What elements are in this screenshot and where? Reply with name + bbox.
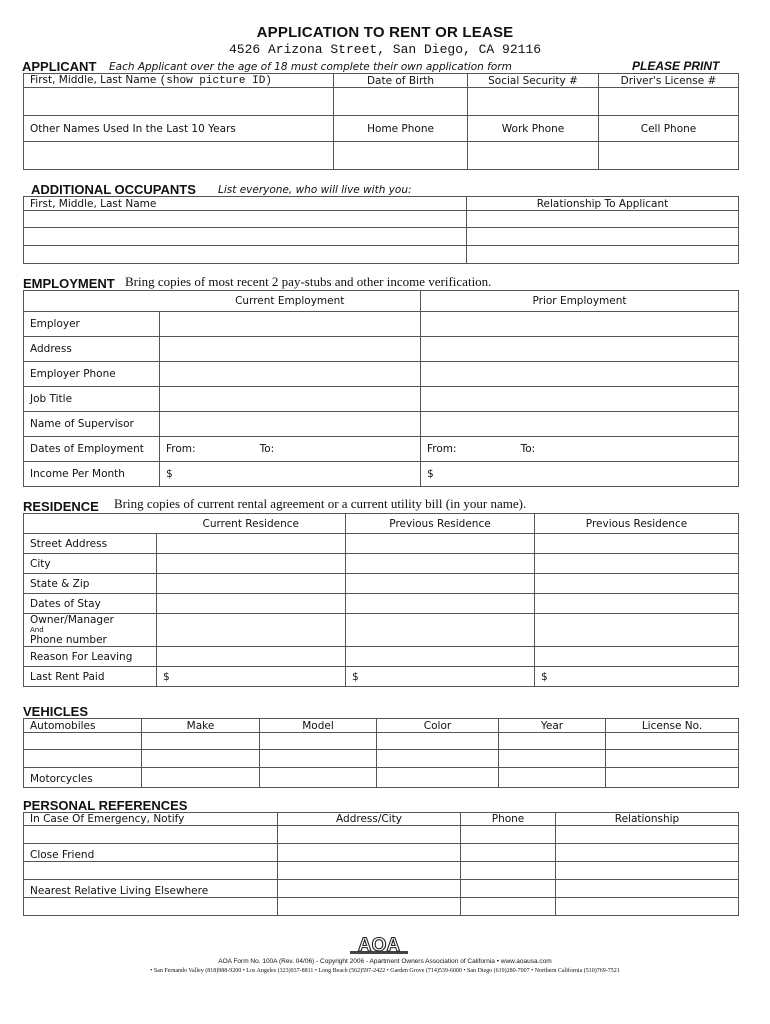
license-no-label: License No. bbox=[606, 719, 739, 733]
current-residence-label: Current Residence bbox=[157, 514, 346, 534]
dob-label: Date of Birth bbox=[334, 74, 468, 88]
prior-employer-address-field[interactable] bbox=[421, 337, 739, 362]
dollar-sign: $ bbox=[163, 670, 170, 683]
current-dates-stay-field[interactable] bbox=[157, 594, 346, 614]
residence-row-label: Dates of Stay bbox=[24, 594, 157, 614]
prior-employer-phone-field[interactable] bbox=[421, 362, 739, 387]
previous-owner-field[interactable] bbox=[346, 614, 535, 647]
from-label: From: bbox=[166, 443, 196, 455]
current-income-field[interactable] bbox=[160, 462, 421, 487]
reference-field[interactable] bbox=[556, 898, 739, 916]
previous-city-field[interactable] bbox=[346, 554, 535, 574]
occupant-name-field[interactable] bbox=[24, 228, 467, 246]
cell-phone-label: Cell Phone bbox=[599, 116, 739, 142]
address-city-label: Address/City bbox=[278, 813, 461, 826]
model-label: Model bbox=[260, 719, 377, 733]
dollar-sign: $ bbox=[427, 468, 434, 480]
employment-row-label: Name of Supervisor bbox=[24, 412, 160, 437]
vehicle-field[interactable] bbox=[260, 733, 377, 750]
prior-dates-field[interactable] bbox=[421, 437, 739, 462]
please-print-note: PLEASE PRINT bbox=[632, 59, 720, 73]
residence-row-label: Owner/Manager bbox=[30, 614, 114, 626]
occupant-relationship-field[interactable] bbox=[467, 211, 739, 228]
ssn-field[interactable] bbox=[468, 88, 599, 116]
occupant-relationship-field[interactable] bbox=[467, 246, 739, 264]
references-table bbox=[23, 812, 739, 916]
reference-field[interactable] bbox=[556, 844, 739, 862]
current-employment-label: Current Employment bbox=[160, 291, 421, 312]
previous-reason-field[interactable] bbox=[346, 647, 535, 667]
previous-last-rent-field[interactable] bbox=[346, 667, 535, 687]
current-employer-address-field[interactable] bbox=[160, 337, 421, 362]
reference-field[interactable] bbox=[556, 880, 739, 898]
previous-residence-label-2: Previous Residence bbox=[535, 514, 739, 534]
prior-supervisor-field[interactable] bbox=[421, 412, 739, 437]
occupant-relationship-label: Relationship To Applicant bbox=[467, 197, 739, 211]
occupant-relationship-field[interactable] bbox=[467, 228, 739, 246]
vehicle-field[interactable] bbox=[606, 750, 739, 768]
current-supervisor-field[interactable] bbox=[160, 412, 421, 437]
vehicle-field[interactable] bbox=[606, 768, 739, 788]
occupants-note: List everyone, who will live with you: bbox=[218, 184, 412, 196]
previous-reason-field-2[interactable] bbox=[535, 647, 739, 667]
employment-row-label: Income Per Month bbox=[24, 462, 160, 487]
vehicle-field[interactable] bbox=[142, 768, 260, 788]
vehicle-field[interactable] bbox=[606, 733, 739, 750]
residence-table bbox=[23, 513, 739, 687]
previous-street-field-2[interactable] bbox=[535, 534, 739, 554]
vehicles-heading: VEHICLES bbox=[23, 704, 89, 719]
residence-row-label: Last Rent Paid bbox=[24, 667, 157, 687]
vehicle-field[interactable] bbox=[377, 733, 499, 750]
property-address: 4526 Arizona Street, San Diego, CA 92116 bbox=[228, 42, 542, 57]
current-employer-phone-field[interactable] bbox=[160, 362, 421, 387]
applicant-note: Each Applicant over the age of 18 must complete their own application form bbox=[109, 61, 512, 73]
vehicle-field[interactable] bbox=[24, 750, 142, 768]
previous-state-zip-field[interactable] bbox=[346, 574, 535, 594]
vehicle-field[interactable] bbox=[260, 750, 377, 768]
and-label: And bbox=[30, 626, 44, 634]
reference-field[interactable] bbox=[278, 862, 461, 880]
reference-field[interactable] bbox=[461, 826, 556, 844]
previous-dates-stay-field[interactable] bbox=[346, 594, 535, 614]
reference-field[interactable] bbox=[461, 898, 556, 916]
current-city-field[interactable] bbox=[157, 554, 346, 574]
previous-city-field-2[interactable] bbox=[535, 554, 739, 574]
page-title: APPLICATION TO RENT OR LEASE bbox=[256, 24, 514, 41]
employment-row-label: Employer bbox=[24, 312, 160, 337]
nearest-relative-label: Nearest Relative Living Elsewhere bbox=[24, 880, 278, 898]
residence-row-label: State & Zip bbox=[24, 574, 157, 594]
reference-field[interactable] bbox=[278, 880, 461, 898]
vehicle-field[interactable] bbox=[24, 733, 142, 750]
reference-field[interactable] bbox=[24, 898, 278, 916]
reference-field[interactable] bbox=[278, 826, 461, 844]
previous-street-field[interactable] bbox=[346, 534, 535, 554]
references-heading: PERSONAL REFERENCES bbox=[23, 798, 188, 813]
to-label: To: bbox=[259, 443, 275, 455]
occupant-name-label: First, Middle, Last Name bbox=[24, 197, 467, 211]
previous-state-zip-field-2[interactable] bbox=[535, 574, 739, 594]
residence-note: Bring copies of current rental agreement or a current utility bill (in your name). bbox=[114, 496, 527, 511]
applicant-heading: APPLICANT bbox=[22, 59, 97, 74]
vehicle-field[interactable] bbox=[260, 768, 377, 788]
phone-label: Phone bbox=[461, 813, 556, 826]
employment-row-label: Job Title bbox=[24, 387, 160, 412]
current-job-title-field[interactable] bbox=[160, 387, 421, 412]
residence-row-label: Reason For Leaving bbox=[24, 647, 157, 667]
phone-number-label: Phone number bbox=[30, 634, 107, 646]
vehicle-field[interactable] bbox=[499, 768, 606, 788]
employment-row-label: Address bbox=[24, 337, 160, 362]
reference-field[interactable] bbox=[461, 862, 556, 880]
occupant-name-field[interactable] bbox=[24, 211, 467, 228]
employment-heading: EMPLOYMENT bbox=[23, 276, 115, 291]
owner-manager-label-cell bbox=[24, 614, 157, 647]
form-copyright-line: AOA Form No. 100A (Rev. 04/06) - Copyright 2006 - Apartment Owners Association of California • www.aoausa.com bbox=[218, 958, 552, 965]
vehicle-field[interactable] bbox=[499, 733, 606, 750]
reference-field[interactable] bbox=[461, 880, 556, 898]
vehicle-field[interactable] bbox=[142, 733, 260, 750]
vehicle-field[interactable] bbox=[499, 750, 606, 768]
prior-income-field[interactable] bbox=[421, 462, 739, 487]
year-label: Year bbox=[499, 719, 606, 733]
previous-owner-field-2[interactable] bbox=[535, 614, 739, 647]
ssn-label: Social Security # bbox=[468, 74, 599, 88]
make-label: Make bbox=[142, 719, 260, 733]
reference-field[interactable] bbox=[278, 898, 461, 916]
aoa-logo bbox=[350, 934, 408, 956]
reference-field[interactable] bbox=[24, 862, 278, 880]
reference-field[interactable] bbox=[556, 862, 739, 880]
occupant-name-field[interactable] bbox=[24, 246, 467, 264]
to-label: To: bbox=[520, 443, 536, 455]
home-phone-label: Home Phone bbox=[334, 116, 468, 142]
name-label-cell bbox=[24, 74, 334, 88]
current-reason-field[interactable] bbox=[157, 647, 346, 667]
emergency-contact-label: In Case Of Emergency, Notify bbox=[24, 813, 278, 826]
prior-employment-label: Prior Employment bbox=[421, 291, 739, 312]
close-friend-label: Close Friend bbox=[24, 844, 278, 862]
drivers-license-label: Driver's License # bbox=[599, 74, 739, 88]
dollar-sign: $ bbox=[166, 468, 173, 480]
employment-row-label: Employer Phone bbox=[24, 362, 160, 387]
applicant-name-label: First, Middle, Last Name bbox=[30, 74, 157, 86]
previous-residence-label: Previous Residence bbox=[346, 514, 535, 534]
relationship-label: Relationship bbox=[556, 813, 739, 826]
office-locations-line: • San Fernando Valley (818)988-9200 • Los Angeles (323)937-8811 • Long Beach (562)597-2422 • Garden Grove (714)539-6000 • San Diego (619)280-7007 • Northern California (510)769-7521 bbox=[150, 968, 620, 974]
applicant-table bbox=[23, 73, 739, 170]
previous-last-rent-field-2[interactable] bbox=[535, 667, 739, 687]
current-employer-field[interactable] bbox=[160, 312, 421, 337]
current-dates-field[interactable] bbox=[160, 437, 421, 462]
vehicle-field[interactable] bbox=[142, 750, 260, 768]
other-names-field[interactable] bbox=[24, 142, 334, 170]
current-state-zip-field[interactable] bbox=[157, 574, 346, 594]
picture-id-note: (show picture ID) bbox=[159, 75, 272, 87]
occupants-table bbox=[23, 196, 739, 264]
other-names-label: Other Names Used In the Last 10 Years bbox=[24, 116, 334, 142]
residence-row-label: City bbox=[24, 554, 157, 574]
reference-field[interactable] bbox=[24, 826, 278, 844]
cell-phone-field[interactable] bbox=[599, 142, 739, 170]
residence-heading: RESIDENCE bbox=[23, 499, 99, 514]
occupants-heading: ADDITIONAL OCCUPANTS bbox=[31, 182, 196, 197]
dollar-sign: $ bbox=[352, 670, 359, 683]
reference-field[interactable] bbox=[556, 826, 739, 844]
reference-field[interactable] bbox=[278, 844, 461, 862]
work-phone-label: Work Phone bbox=[468, 116, 599, 142]
aoa-logo-text: AOA bbox=[357, 935, 401, 956]
residence-row-label: Street Address bbox=[24, 534, 157, 554]
work-phone-field[interactable] bbox=[468, 142, 599, 170]
dob-field[interactable] bbox=[334, 88, 468, 116]
home-phone-field[interactable] bbox=[334, 142, 468, 170]
drivers-license-field[interactable] bbox=[599, 88, 739, 116]
dollar-sign: $ bbox=[541, 670, 548, 683]
employment-table bbox=[23, 290, 739, 487]
motorcycles-label: Motorcycles bbox=[24, 768, 142, 788]
reference-field[interactable] bbox=[461, 844, 556, 862]
current-street-field[interactable] bbox=[157, 534, 346, 554]
employment-row-label: Dates of Employment bbox=[24, 437, 160, 462]
automobiles-label: Automobiles bbox=[24, 719, 142, 733]
vehicle-field[interactable] bbox=[377, 768, 499, 788]
employment-note: Bring copies of most recent 2 pay-stubs and other income verification. bbox=[125, 274, 492, 289]
current-last-rent-field[interactable] bbox=[157, 667, 346, 687]
from-label: From: bbox=[427, 443, 457, 455]
vehicles-table bbox=[23, 718, 739, 788]
prior-job-title-field[interactable] bbox=[421, 387, 739, 412]
applicant-name-field[interactable] bbox=[24, 88, 334, 116]
color-label: Color bbox=[377, 719, 499, 733]
vehicle-field[interactable] bbox=[377, 750, 499, 768]
previous-dates-stay-field-2[interactable] bbox=[535, 594, 739, 614]
current-owner-field[interactable] bbox=[157, 614, 346, 647]
prior-employer-field[interactable] bbox=[421, 312, 739, 337]
